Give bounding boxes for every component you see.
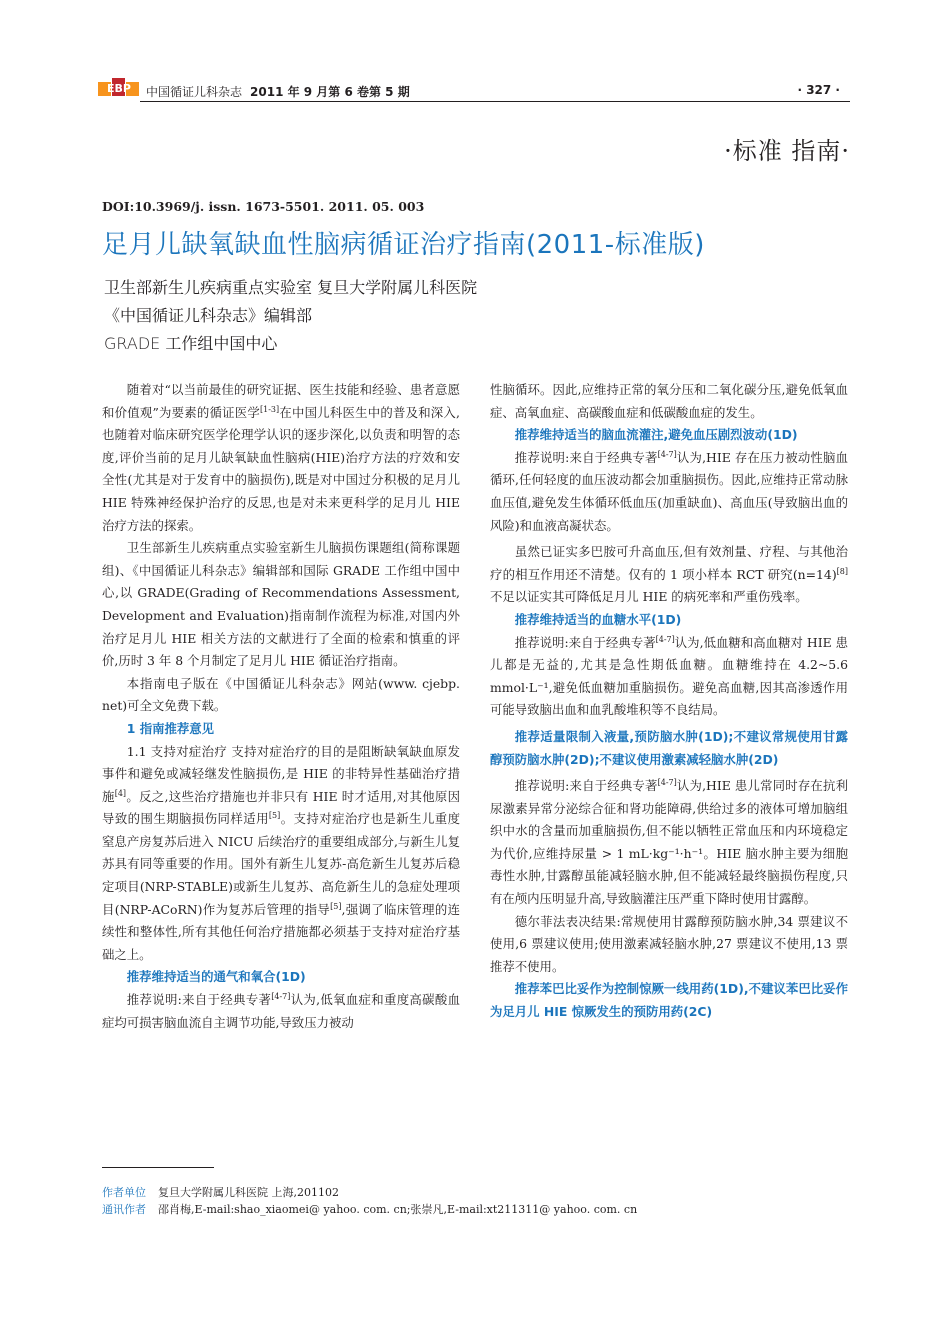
recommendation-perfusion: 推荐维持适当的脑血流灌注,避免血压剧烈波动(1D) [514,427,798,443]
corresponding-author [102,1201,637,1217]
author-org-3: GRADE 工作组中国中心 [104,334,278,353]
footnote-rule [102,1167,214,1168]
intro-paragraph-2: 卫生部新生儿疾病重点实验室新生儿脑损伤课题组(简称课题组)、《中国循证儿科杂志》编辑部和国际 GRADE 工作组中国中心,以 GRADE(Grading of Recommendations Assessment, Development and Evaluation)指南制作流程为标准,对国内外治疗足月儿 HIE 相关方法的文献进行了全面的检索和慎重的评价,历时 3 年 8 个月制定了足月儿 HIE 循证治疗指南。 [102,540,460,669]
continued-paragraph: 性脑循环。因此,应维持正常的氧分压和二氧化碳分压,避免低氧血症、高氧血症、高碳酸血症和低碳酸血症的发生。 [490,382,848,420]
doi: DOI:10.3969/j. issn. 1673-5501. 2011. 05. 003 [102,199,425,214]
logo-text: EBP [107,82,131,95]
corresponding-author-value: 邵肖梅,E-mail:shao_xiaomei@ yahoo. com. cn;张崇凡,E-mail:xt211311@ yahoo. com. cn [158,1203,638,1216]
header-rule [140,101,850,102]
right-column [490,379,848,1024]
intro-paragraph-1: 随着对“以当前最佳的研究证据、医生技能和经验、患者意愿和价值观”为要素的循证医学[1-3]在中国儿科医生中的普及和深入,也随着对临床研究医学伦理学认识的逐步深化,以负责和明智的态度,评价当前的足月儿缺氧缺血性脑病(HIE)治疗方法的疗效和安全性(尤其是对于发育中的脑损伤),既是对中国过分积极的足月儿 HIE 特殊神经保护治疗的反思,也是对未来更科学的足月儿 HIE 治疗方法的探索。 [102,382,460,533]
delphi-result: 德尔菲法表决结果:常规使用甘露醇预防脑水肿,34 票建议不使用,6 票建议使用;使用激素减轻脑水肿,27 票建议不使用,13 票推荐不使用。 [490,913,848,974]
recommendation-note-1: 推荐说明:来自于经典专著[4-7]认为,低氧血症和重度高碳酸血症均可损害脑血流自主调节功能,导致压力被动 [102,991,460,1030]
recommendation-note-3: 推荐说明:来自于经典专著[4-7]认为,低血糖和高血糖对 HIE 患儿都是无益的,尤其是急性期低血糖。血糖维持在 4.2~5.6 mmol·L⁻¹,避免低血糖加重脑损伤。避免高血糖,因其高渗透作用可能导致脑出血和血乳酸堆积等不良结局。 [490,634,848,718]
journal-issue: 2011 年 9 月第 6 卷第 5 期 [250,85,410,99]
corresponding-author-label: 通讯作者 [102,1203,146,1216]
recommendation-fluid: 推荐适量限制入液量,预防脑水肿(1D);不建议常规使用甘露醇预防脑水肿(2D);不建议使用激素减轻脑水肿(2D) [490,728,848,767]
journal-logo [98,76,140,98]
recommendation-ventilation: 推荐维持适当的通气和氧合(1D) [126,969,306,985]
page-number: · 327 · [797,83,840,97]
recommendation-glucose: 推荐维持适当的血糖水平(1D) [514,611,682,627]
author-unit-label: 作者单位 [102,1186,146,1199]
section-tag: ·标准 指南· [724,137,850,165]
paragraph-1-1: 1.1 支持对症治疗 支持对症治疗的目的是阻断缺氧缺血原发事件和避免或减轻继发性脑损伤,是 HIE 的非特异性基础治疗措施[4]。反之,这些治疗措施也并非只有 HIE 时才适用,对其他原因导致的围生期脑损伤同样适用[5]。支持对症治疗也是新生儿重度窒息产房复苏后进入 NICU 后续治疗的重要组成部分,与新生儿复苏具有同等重要的作用。国外有新生儿复苏-高危新生儿复苏后稳定项目(NRP-STABLE)或新生儿复苏、高危新生儿的急症处理项目(NRP-ACoRN)作为复苏后管理的指导[5],强调了临床管理的连续性和整体性,所有其他任何治疗措施都必须基于支持对症治疗基础之上。 [102,743,461,962]
left-column [102,379,460,1034]
author-org-2: 《中国循证儿科杂志》编辑部 [104,306,313,325]
recommendation-note-4: 推荐说明:来自于经典专著[4-7]认为,HIE 患儿常同时存在抗利尿激素异常分泌综合征和肾功能障碍,供给过多的液体可增加脑组织中水的含量而加重脑损伤,但不能以牺牲正常血压和内环境稳定为代价,应维持尿量 > 1 mL·kg⁻¹·h⁻¹。HIE 脑水肿主要为细胞毒性水肿,甘露醇虽能减轻脑水肿,但不能减轻最终脑损伤程度,只有在颅内压明显升高,导致脑灌注压严重下降时使用甘露醇。 [490,777,848,907]
recommendation-note-2: 推荐说明:来自于经典专著[4-7]认为,HIE 存在压力被动性脑血循环,任何轻度的血压波动都会加重脑损伤。因此,应维持正常动脉血压值,避免发生体循环低血压(加重缺血)、高血压(导致脑出血的风险)和血液高凝状态。 [490,449,848,533]
author-org-1: 卫生部新生儿疾病重点实验室 复旦大学附属儿科医院 [104,278,478,297]
section-heading-1: 1 指南推荐意见 [126,720,215,736]
article-title: 足月儿缺氧缺血性脑病循证治疗指南(2011-标准版) [102,230,705,260]
journal-name: 中国循证儿科杂志 [146,85,243,99]
intro-paragraph-3: 本指南电子版在《中国循证儿科杂志》网站(www. cjebp. net)可全文免费下载。 [102,675,460,714]
dopamine-paragraph: 虽然已证实多巴胺可升高血压,但有效剂量、疗程、与其他治疗的相互作用还不清楚。仅有的 1 项小样本 RCT 研究(n=14)[8]不足以证实其可降低足月儿 HIE 的病死率和严重伤残率。 [490,544,848,605]
recommendation-phenobarbital: 推荐苯巴比妥作为控制惊厥一线用药(1D),不建议苯巴比妥作为足月儿 HIE 惊厥发生的预防用药(2C) [490,981,848,1020]
journal-header [146,83,410,100]
author-unit-value: 复旦大学附属儿科医院 上海,201102 [158,1186,339,1199]
author-unit [102,1184,339,1200]
